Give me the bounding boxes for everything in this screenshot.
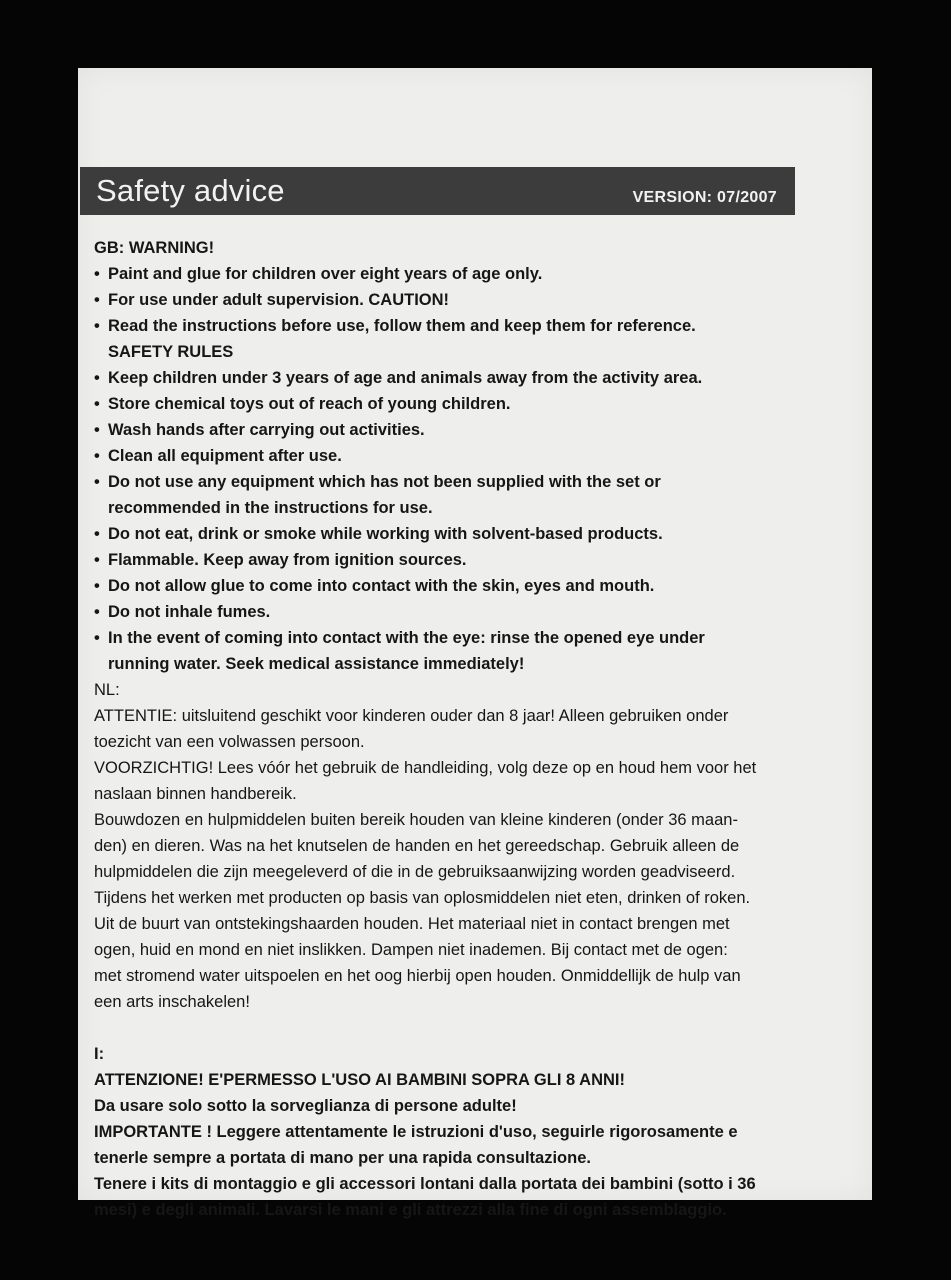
safety-rules-heading: SAFETY RULES (108, 343, 234, 361)
nl-heading: NL: (94, 681, 120, 699)
nl-line: naslaan binnen handbereik. (94, 785, 297, 803)
it-line: mesi) e degli animali. Lavarsi le mani e gli attrezzi alla fine di ogni assemblaggio. (94, 1201, 727, 1219)
safety-rule: • Do not inhale fumes. (94, 599, 806, 625)
section-gap (94, 1015, 806, 1041)
instruction-sheet (78, 68, 872, 1219)
safety-rule-continuation: running water. Seek medical assistance immediately! (108, 655, 525, 673)
it-line: Tenere i kits di montaggio e gli accessori lontani dalla portata dei bambini (sotto i 36 (94, 1175, 756, 1193)
nl-line: Bouwdozen en hulpmiddelen buiten bereik houden van kleine kinderen (onder 36 maan- (94, 811, 738, 829)
safety-rule-continuation: recommended in the instructions for use. (108, 499, 433, 517)
nl-line: ATTENTIE: uitsluitend geschikt voor kinderen ouder dan 8 jaar! Alleen gebruiken onder (94, 707, 729, 725)
nl-line: Tijdens het werken met producten op basis van oplosmiddelen niet eten, drinken of roken. (94, 889, 751, 907)
safety-text (94, 235, 806, 1223)
gb-heading: GB: WARNING! (94, 239, 215, 257)
nl-line: met stromend water uitspoelen en het oog hierbij open houden. Onmiddellijk de hulp van (94, 967, 741, 985)
safety-rule: • Clean all equipment after use. (94, 443, 806, 469)
nl-line: toezicht van een volwassen persoon. (94, 733, 365, 751)
safety-rule: • Flammable. Keep away from ignition sources. (94, 547, 806, 573)
it-line: tenerle sempre a portata di mano per una rapida consultazione. (94, 1149, 591, 1167)
it-heading: I: (94, 1045, 105, 1063)
nl-line: VOORZICHTIG! Lees vóór het gebruik de handleiding, volg deze op en houd hem voor het (94, 759, 757, 777)
gb-warning-line: • Paint and glue for children over eight years of age only. (94, 261, 806, 287)
it-line: IMPORTANTE ! Leggere attentamente le istruzioni d'uso, seguirle rigorosamente e (94, 1123, 738, 1141)
gb-warning-line: • For use under adult supervision. CAUTION! (94, 287, 806, 313)
nl-line: een arts inschakelen! (94, 993, 250, 1011)
page-title: Safety advice (96, 173, 285, 208)
nl-line: hulpmiddelen die zijn meegeleverd of die in de gebruiksaanwijzing worden geadviseerd. (94, 863, 736, 881)
safety-rule: • Do not eat, drink or smoke while working with solvent-based products. (94, 521, 806, 547)
it-line: Da usare solo sotto la sorveglianza di persone adulte! (94, 1097, 517, 1115)
title-banner (80, 167, 795, 215)
nl-line: ogen, huid en mond en niet inslikken. Dampen niet inademen. Bij contact met de ogen: (94, 941, 728, 959)
safety-rule: • Wash hands after carrying out activities. (94, 417, 806, 443)
safety-rule: • Keep children under 3 years of age and animals away from the activity area. (94, 365, 806, 391)
safety-rule: • Store chemical toys out of reach of young children. (94, 391, 806, 417)
safety-rule: • Do not allow glue to come into contact with the skin, eyes and mouth. (94, 573, 806, 599)
it-line: ATTENZIONE! E'PERMESSO L'USO AI BAMBINI SOPRA GLI 8 ANNI! (94, 1071, 625, 1089)
safety-rule: • Do not use any equipment which has not been supplied with the set or (94, 469, 806, 495)
nl-line: Uit de buurt van ontstekingshaarden houden. Het materiaal niet in contact brengen met (94, 915, 730, 933)
nl-line: den) en dieren. Was na het knutselen de handen en het gereedschap. Gebruik alleen de (94, 837, 740, 855)
safety-rule: • In the event of coming into contact with the eye: rinse the opened eye under (94, 625, 806, 651)
gb-warning-line: • Read the instructions before use, follow them and keep them for reference. (94, 313, 806, 339)
version-label: VERSION: 07/2007 (632, 189, 777, 206)
